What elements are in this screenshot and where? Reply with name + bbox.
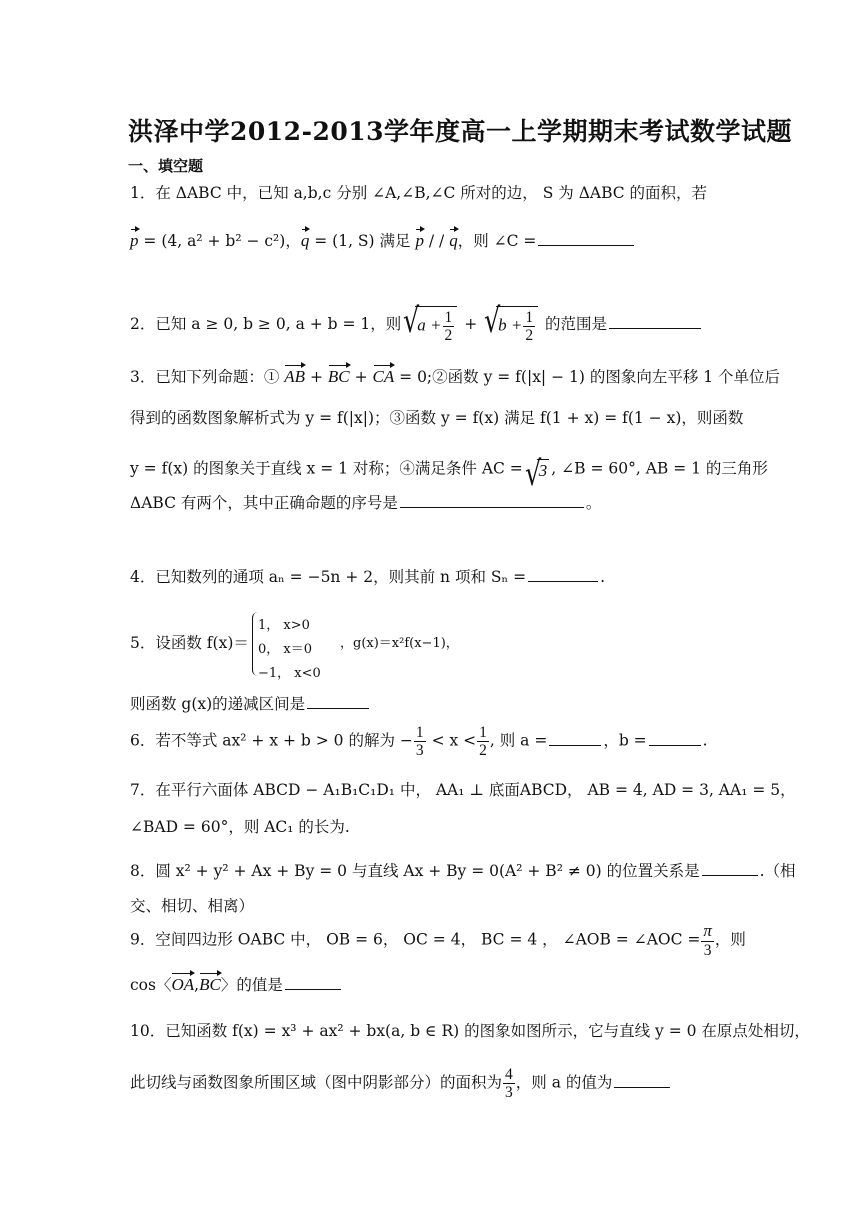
b-prompt: ，b = [603,731,647,750]
question-6-end: . [702,731,708,750]
question-3-statement-2: = 0;②函数 y = f(|x| − 1) 的图象向左平移 1 个单位后 [394,368,781,386]
function-g-definition: ，g(x)＝x²f(x−1)， [340,636,459,651]
answer-blank-2[interactable] [609,327,701,329]
answer-blank-4[interactable] [528,580,598,582]
fraction-denominator: 2 [479,742,487,760]
sqrt-2-term: b + [498,315,523,335]
answer-blank-5[interactable] [307,707,369,709]
vector-ab: AB [284,367,306,386]
inequality-middle: < x < [426,731,477,750]
sqrt-1-term: a + [417,315,442,335]
fraction-denominator: 2 [444,327,453,345]
comma: , [194,976,200,994]
fraction-numerator: 1 [525,309,534,326]
exam-title: 洪泽中学2012-2013学年度高一上学期期末考试数学试题 [128,117,793,146]
question-7-line-1: 7．在平行六面体 ABCD − A₁B₁C₁D₁ 中， AA₁ ⊥ 底面ABCD， AB = 4, AD = 3, AA₁ = 5， [130,781,796,799]
question-5-prompt: 则函数 g(x)的递减区间是 [130,695,306,713]
fraction-half-2 [523,309,535,344]
question-8-options-start: .（相 [759,862,796,880]
fraction-denominator: 3 [505,1084,513,1102]
question-3-end: 。 [585,494,602,512]
question-3-line-2: 得到的函数图象解析式为 y = f(|x|)；③函数 y = f(x) 满足 f(1 + x) = f(1 − x)，则函数 [130,409,744,427]
question-10-text: 此切线与函数图象所围区域（图中阴影部分）的面积为 [130,1073,503,1092]
question-9-line-1 [130,922,746,959]
question-9-line-2 [130,976,343,994]
question-3-start: 3．已知下列命题：① [130,368,285,386]
question-8-text: 8．圆 x² + y² + Ax + By = 0 与直线 Ax + By = 0(A² + B² ≠ 0) 的位置关系是 [130,862,700,880]
question-2-tail: 的范围是 [540,315,608,334]
question-8-line-1 [130,864,796,880]
parallel-sign: / / [423,232,450,250]
question-3-line-3 [130,459,768,480]
fraction-denominator: 3 [415,742,424,760]
question-1-line-2 [130,232,636,250]
question-3-prompt: ΔABC 有两个，其中正确命题的序号是 [130,494,398,512]
question-10-line-1: 10．已知函数 f(x) = x³ + ax² + bx(a, b ∈ R) 的图象如图所示，它与直线 y = 0 在原点处相切， [130,1022,810,1040]
question-9-prompt: 〉的值是 [220,976,283,994]
plus-sign: + [459,315,483,334]
question-4-text: 4．已知数列的通项 aₙ = −5n + 2，则其前 n 项和 Sₙ = [130,568,527,586]
fraction-denominator: 2 [525,327,534,345]
question-4-end: . [600,568,606,586]
answer-blank-1[interactable] [538,244,634,246]
answer-blank-8[interactable] [702,874,758,876]
fraction-numerator: 4 [505,1066,513,1083]
question-3-statement-4: y = f(x) 的图象关于直线 x = 1 对称；④满足条件 AC = [130,459,523,478]
vector-oa: OA [171,975,195,994]
question-9-tail: ，则 [714,930,746,949]
question-6-line [130,724,708,759]
fraction-numerator: 1 [415,724,424,741]
piecewise-case-2: 0， x＝0 [258,642,313,657]
sqrt-three-value: 3 [538,461,548,480]
fraction-pi-third [701,922,714,959]
fraction-one-third [414,724,426,759]
fraction-numerator: 1 [479,724,487,741]
fraction-four-thirds [503,1066,515,1101]
vector-p-value: = (4, a² + b² − c²)， [138,232,301,250]
sqrt-expression-2 [484,306,538,344]
answer-blank-6a[interactable] [549,744,601,746]
question-2-prefix: 2．已知 a ≥ 0, b ≥ 0, a + b = 1，则 [130,315,402,334]
fraction-one-half [477,724,489,759]
question-6-prefix: 6．若不等式 ax² + x + b > 0 的解为 − [130,731,413,750]
fraction-numerator: 1 [444,309,453,326]
question-3-line-4 [130,496,601,512]
answer-blank-3[interactable] [400,506,584,508]
vector-p-2: p [415,231,424,250]
piecewise-case-1: 1， x>0 [258,618,310,633]
question-10-line-2 [130,1066,672,1101]
question-7-line-2: ∠BAD = 60°，则 AC₁ 的长为. [130,818,350,836]
question-5-prefix: 5．设函数 f(x)＝ [130,634,249,652]
sqrt-expression-1 [403,306,457,344]
question-4-line [130,570,605,586]
answer-blank-6b[interactable] [649,744,701,746]
vector-p: p [130,231,139,250]
question-3-line-1: 3．已知下列命题：① AB + BC + CA = 0;②函数 y = f(|x| − 1) 的图象向左平移 1 个单位后 [130,367,781,386]
question-2-line [130,306,703,344]
vector-ca: CA [372,367,395,386]
sqrt-three [525,459,550,480]
a-prompt: , 则 a = [489,731,548,750]
question-5-line-2 [130,697,371,713]
vector-q-value: = (1, S) 满足 [309,232,416,250]
fraction-denominator: 3 [703,941,712,959]
angle-c-prompt: ，则 ∠C = [457,232,537,250]
answer-blank-10[interactable] [614,1086,670,1088]
answer-blank-9[interactable] [285,988,341,990]
vector-bc: BC [327,367,350,386]
section-heading: 一、填空题 [128,157,204,175]
fraction-numerator: π [703,921,712,940]
question-3-condition: , ∠B = 60°, AB = 1 的三角形 [551,459,768,478]
question-10-prompt: ，则 a 的值为 [515,1073,613,1092]
question-1-line-1: 1．在 ΔABC 中，已知 a,b,c 分别 ∠A,∠B,∠C 所对的边， S 为 ΔABC 的面积，若 [130,184,708,202]
vector-q-2: q [449,231,458,250]
vector-bc-2: BC [199,975,221,994]
question-9-text: 9．空间四边形 OABC 中， OB = 6， OC = 4， BC = 4 ， ∠AOB = ∠AOC = [130,930,701,949]
piecewise-case-3: −1， x<0 [258,666,321,681]
question-8-line-2: 交、相切、相离） [130,897,255,915]
fraction-half-1 [443,309,455,344]
cos-prefix: cos〈 [130,976,172,994]
vector-q: q [300,231,310,250]
